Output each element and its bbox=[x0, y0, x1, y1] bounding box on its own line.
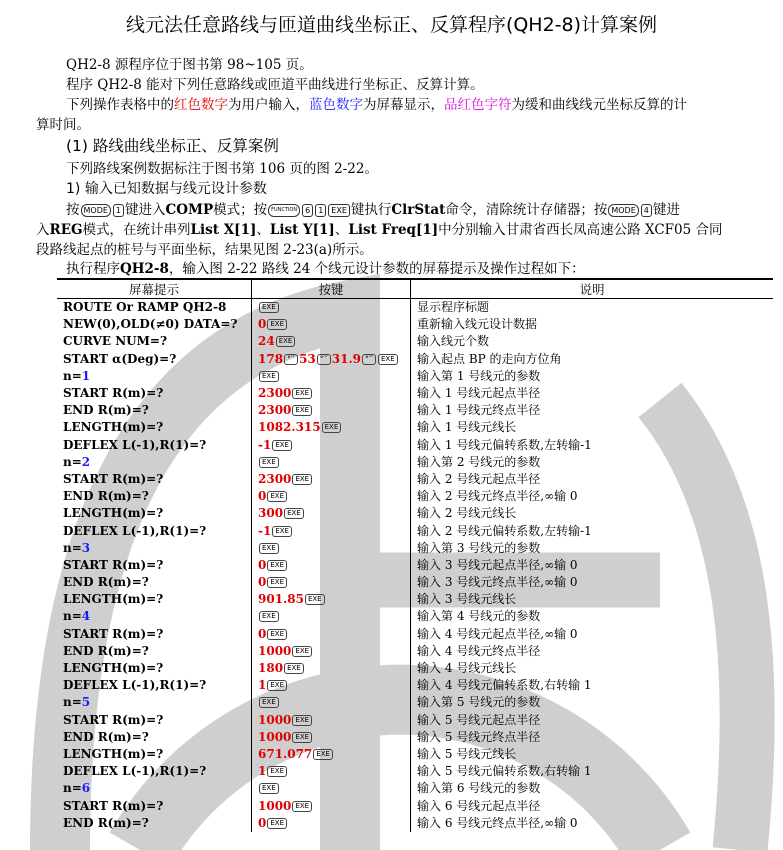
table-row bbox=[57, 402, 773, 419]
row-desc: 输入第 1 号线元的参数 bbox=[411, 368, 774, 385]
row-key: 180 EXE bbox=[252, 660, 411, 677]
row-desc: 输入 2 号线元终点半径,∞输 0 bbox=[411, 488, 774, 505]
row-desc: 输入 4 号线元线长 bbox=[411, 660, 774, 677]
row-prompt: NEW(0),OLD(≠0) DATA=? bbox=[63, 317, 238, 332]
exe-key-icon: EXE bbox=[272, 440, 292, 451]
section-heading: (1) 路线曲线坐标正、反算案例 bbox=[66, 137, 279, 155]
row-prompt: LENGTH(m)=? bbox=[63, 661, 164, 676]
table-row bbox=[57, 522, 773, 539]
key-6-icon: 6 bbox=[302, 204, 313, 217]
row-prompt: LENGTH(m)=? bbox=[63, 506, 164, 521]
exe-key-icon: EXE bbox=[272, 526, 292, 537]
key-paragraph-line1: 按 MODE 1 键进入COMP模式；按 FUNCTION 6 1 EXE 键执行ClrStat命令，清除统计存储器；按 MODE 4 键进 bbox=[66, 202, 680, 218]
exe-key-icon: EXE bbox=[267, 560, 287, 571]
row-prompt: n=3 bbox=[63, 540, 91, 555]
exe-key-icon: EXE bbox=[292, 715, 312, 726]
row-prompt: CURVE NUM=? bbox=[63, 334, 167, 349]
row-key: 1 EXE bbox=[252, 677, 411, 694]
table-row bbox=[57, 333, 773, 350]
exe-key-icon: EXE bbox=[378, 354, 398, 365]
row-desc: 输入 3 号线元终点半径,∞输 0 bbox=[411, 574, 774, 591]
row-prompt: DEFLEX L(-1),R(1)=? bbox=[63, 764, 207, 779]
exe-key-icon: EXE bbox=[284, 508, 304, 519]
exe-key-icon: EXE bbox=[267, 319, 287, 330]
row-desc: 输入 1 号线元终点半径 bbox=[411, 402, 774, 419]
row-key bbox=[252, 540, 411, 557]
row-prompt: END R(m)=? bbox=[63, 643, 149, 658]
exe-key-icon: EXE bbox=[292, 474, 312, 485]
row-desc: 输入 2 号线元起点半径 bbox=[411, 471, 774, 488]
row-key bbox=[252, 608, 411, 625]
table-row bbox=[57, 505, 773, 522]
row-key: 1000 EXE bbox=[252, 712, 411, 729]
table-row bbox=[57, 643, 773, 660]
table-row bbox=[57, 419, 773, 436]
header-key: 按键 bbox=[252, 279, 411, 299]
table-row bbox=[57, 729, 773, 746]
table-row bbox=[57, 626, 773, 643]
row-prompt: END R(m)=? bbox=[63, 489, 149, 504]
table-row bbox=[57, 557, 773, 574]
row-desc: 输入 1 号线元偏转系数,左转输-1 bbox=[411, 437, 774, 454]
function-key-icon: FUNCTION bbox=[268, 204, 300, 217]
row-key bbox=[252, 454, 411, 471]
row-key: 1 EXE bbox=[252, 763, 411, 780]
row-prompt: ROUTE Or RAMP QH2-8 bbox=[63, 300, 227, 315]
row-desc: 输入 4 号线元起点半径,∞输 0 bbox=[411, 626, 774, 643]
row-desc: 输入 6 号线元终点半径,∞输 0 bbox=[411, 815, 774, 832]
table-row bbox=[57, 540, 773, 557]
row-prompt: DEFLEX L(-1),R(1)=? bbox=[63, 678, 207, 693]
section-note: 下列路线案例数据标注于图书第 106 页的图 2-22。 bbox=[66, 161, 378, 177]
table-row bbox=[57, 815, 773, 832]
row-key: 300 EXE bbox=[252, 505, 411, 522]
table-row bbox=[57, 694, 773, 711]
table-row bbox=[57, 591, 773, 608]
operation-table bbox=[57, 278, 773, 832]
row-desc: 输入起点 BP 的走向方位角 bbox=[411, 351, 774, 368]
row-prompt: DEFLEX L(-1),R(1)=? bbox=[63, 437, 207, 452]
table-row bbox=[57, 797, 773, 814]
exe-key-icon: EXE bbox=[259, 611, 279, 622]
exe-key-icon: EXE bbox=[292, 388, 312, 399]
row-key: 901.85 EXE bbox=[252, 591, 411, 608]
key-1-icon: 1 bbox=[113, 204, 124, 217]
key-paragraph-line2: 入REG模式，在统计串列List X[1]、List Y[1]、List Freq[1]中分别输入甘肃省西长凤高速公路 XCF05 合同 bbox=[36, 222, 723, 238]
exec-line: 执行程序QH2-8，输入图 2-22 路线 24 个线元设计参数的屏幕提示及操作过程如下： bbox=[66, 261, 585, 277]
row-desc: 输入第 6 号线元的参数 bbox=[411, 780, 774, 797]
intro-p2: 程序 QH2-8 能对下列任意路线或匝道平曲线进行坐标正、反算计算。 bbox=[66, 77, 484, 93]
row-prompt: LENGTH(m)=? bbox=[63, 746, 164, 761]
row-key: 1000 EXE bbox=[252, 643, 411, 660]
table-row bbox=[57, 780, 773, 797]
key-4-icon: 4 bbox=[641, 204, 652, 217]
row-key: 1082.315 EXE bbox=[252, 419, 411, 436]
dms-key-icon: °′″ bbox=[284, 354, 298, 365]
row-prompt: END R(m)=? bbox=[63, 575, 149, 590]
exe-key-icon: EXE bbox=[322, 422, 342, 433]
row-key bbox=[252, 780, 411, 797]
row-desc: 输入 6 号线元起点半径 bbox=[411, 797, 774, 814]
row-key: 1000 EXE bbox=[252, 729, 411, 746]
row-key: 0 EXE bbox=[252, 815, 411, 832]
row-desc: 输入 1 号线元线长 bbox=[411, 419, 774, 436]
row-key: 0 EXE bbox=[252, 626, 411, 643]
table-row bbox=[57, 608, 773, 625]
table-row bbox=[57, 763, 773, 780]
exe-key-icon: EXE bbox=[267, 491, 287, 502]
row-prompt: END R(m)=? bbox=[63, 403, 149, 418]
row-key: 2300 EXE bbox=[252, 385, 411, 402]
table-row bbox=[57, 454, 773, 471]
row-key bbox=[252, 694, 411, 711]
row-prompt: LENGTH(m)=? bbox=[63, 592, 164, 607]
row-prompt: n=5 bbox=[63, 695, 91, 710]
exe-key-icon: EXE bbox=[267, 629, 287, 640]
dms-key-icon: °′″ bbox=[317, 354, 331, 365]
row-key: 178 °′″ 53 °′″ 31.9 °′″ EXE bbox=[252, 351, 411, 368]
row-prompt: n=4 bbox=[63, 609, 91, 624]
row-desc: 输入线元个数 bbox=[411, 333, 774, 350]
table-row bbox=[57, 351, 773, 368]
exe-key-icon: EXE bbox=[292, 405, 312, 416]
row-desc: 重新输入线元设计数据 bbox=[411, 316, 774, 333]
exe-key-icon: EXE bbox=[259, 543, 279, 554]
mode-key-icon: MODE bbox=[81, 204, 111, 217]
row-desc: 输入 2 号线元偏转系数,左转输-1 bbox=[411, 522, 774, 539]
row-desc: 输入 4 号线元终点半径 bbox=[411, 643, 774, 660]
dms-key-icon: °′″ bbox=[362, 354, 376, 365]
exe-key-icon: EXE bbox=[328, 204, 350, 217]
exe-key-icon: EXE bbox=[267, 577, 287, 588]
exe-key-icon: EXE bbox=[267, 766, 287, 777]
row-key: 0 EXE bbox=[252, 488, 411, 505]
row-key: 0 EXE bbox=[252, 574, 411, 591]
exe-key-icon: EXE bbox=[267, 680, 287, 691]
table-row bbox=[57, 574, 773, 591]
exe-key-icon: EXE bbox=[305, 594, 325, 605]
row-key: 2300 EXE bbox=[252, 471, 411, 488]
row-desc: 输入 5 号线元起点半径 bbox=[411, 712, 774, 729]
row-prompt: START R(m)=? bbox=[63, 798, 164, 813]
header-desc: 说明 bbox=[411, 279, 774, 299]
row-prompt: END R(m)=? bbox=[63, 815, 149, 830]
table-row bbox=[57, 299, 773, 317]
row-prompt: n=1 bbox=[63, 368, 91, 383]
table-row bbox=[57, 471, 773, 488]
exe-key-icon: EXE bbox=[259, 697, 279, 708]
table-row bbox=[57, 385, 773, 402]
row-desc: 输入第 3 号线元的参数 bbox=[411, 540, 774, 557]
table-row bbox=[57, 488, 773, 505]
row-desc: 输入 5 号线元偏转系数,右转输 1 bbox=[411, 763, 774, 780]
row-prompt: n=6 bbox=[63, 781, 91, 796]
row-prompt: DEFLEX L(-1),R(1)=? bbox=[63, 523, 207, 538]
exe-key-icon: EXE bbox=[313, 749, 333, 760]
exe-key-icon: EXE bbox=[292, 732, 312, 743]
key-paragraph-line3: 段路线起点的桩号与平面坐标，结果见图 2-23(a)所示。 bbox=[36, 242, 373, 258]
exe-key-icon: EXE bbox=[259, 783, 279, 794]
row-key: 1000 EXE bbox=[252, 797, 411, 814]
row-key: 0 EXE bbox=[252, 316, 411, 333]
table-row bbox=[57, 746, 773, 763]
row-prompt: START R(m)=? bbox=[63, 712, 164, 727]
page-title: 线元法任意路线与匝道曲线坐标正、反算程序(QH2-8)计算案例 bbox=[125, 14, 658, 36]
exe-key-icon: EXE bbox=[259, 457, 279, 468]
row-prompt: LENGTH(m)=? bbox=[63, 420, 164, 435]
mode-key-2-icon: MODE bbox=[608, 204, 638, 217]
key-1b-icon: 1 bbox=[315, 204, 326, 217]
table-row bbox=[57, 677, 773, 694]
exe-key-icon: EXE bbox=[259, 371, 279, 382]
row-prompt: END R(m)=? bbox=[63, 729, 149, 744]
exe-key-icon: EXE bbox=[267, 818, 287, 829]
row-prompt: START R(m)=? bbox=[63, 557, 164, 572]
row-prompt: START α(Deg)=? bbox=[63, 351, 177, 366]
row-desc: 输入第 5 号线元的参数 bbox=[411, 694, 774, 711]
exe-key-icon: EXE bbox=[292, 646, 312, 657]
row-key: 671.077 EXE bbox=[252, 746, 411, 763]
intro-p3: 下列操作表格中的红色数字为用户输入，蓝色数字为屏幕显示，品红色字符为缓和曲线线元坐标反算的计 bbox=[66, 97, 687, 113]
row-prompt: START R(m)=? bbox=[63, 626, 164, 641]
row-desc: 输入 2 号线元线长 bbox=[411, 505, 774, 522]
row-key: 0 EXE bbox=[252, 557, 411, 574]
exe-key-icon: EXE bbox=[292, 801, 312, 812]
table-row bbox=[57, 368, 773, 385]
row-desc: 输入 3 号线元线长 bbox=[411, 591, 774, 608]
row-desc: 输入 5 号线元终点半径 bbox=[411, 729, 774, 746]
table-row bbox=[57, 437, 773, 454]
exe-key-icon: EXE bbox=[276, 336, 296, 347]
subsection-heading: 1) 输入已知数据与线元设计参数 bbox=[66, 181, 267, 197]
intro-p3-cont: 算时间。 bbox=[36, 117, 90, 133]
table-row bbox=[57, 316, 773, 333]
row-prompt: START R(m)=? bbox=[63, 471, 164, 486]
row-desc: 输入 4 号线元偏转系数,右转输 1 bbox=[411, 677, 774, 694]
row-key: -1 EXE bbox=[252, 437, 411, 454]
row-desc: 输入 5 号线元线长 bbox=[411, 746, 774, 763]
row-prompt: START R(m)=? bbox=[63, 386, 164, 401]
row-key: 2300 EXE bbox=[252, 402, 411, 419]
row-key: -1 EXE bbox=[252, 522, 411, 539]
intro-p1: QH2-8 源程序位于图书第 98~105 页。 bbox=[66, 57, 313, 73]
exe-key-icon: EXE bbox=[284, 663, 304, 674]
row-desc: 显示程序标题 bbox=[411, 299, 774, 317]
row-key: 24 EXE bbox=[252, 333, 411, 350]
table-row bbox=[57, 660, 773, 677]
row-prompt: n=2 bbox=[63, 454, 91, 469]
row-desc: 输入第 4 号线元的参数 bbox=[411, 608, 774, 625]
row-key bbox=[252, 299, 411, 317]
exe-key-icon: EXE bbox=[259, 302, 279, 313]
row-desc: 输入 1 号线元起点半径 bbox=[411, 385, 774, 402]
row-desc: 输入第 2 号线元的参数 bbox=[411, 454, 774, 471]
header-prompt: 屏幕提示 bbox=[57, 279, 252, 299]
row-desc: 输入 3 号线元起点半径,∞输 0 bbox=[411, 557, 774, 574]
table-row bbox=[57, 712, 773, 729]
row-key bbox=[252, 368, 411, 385]
